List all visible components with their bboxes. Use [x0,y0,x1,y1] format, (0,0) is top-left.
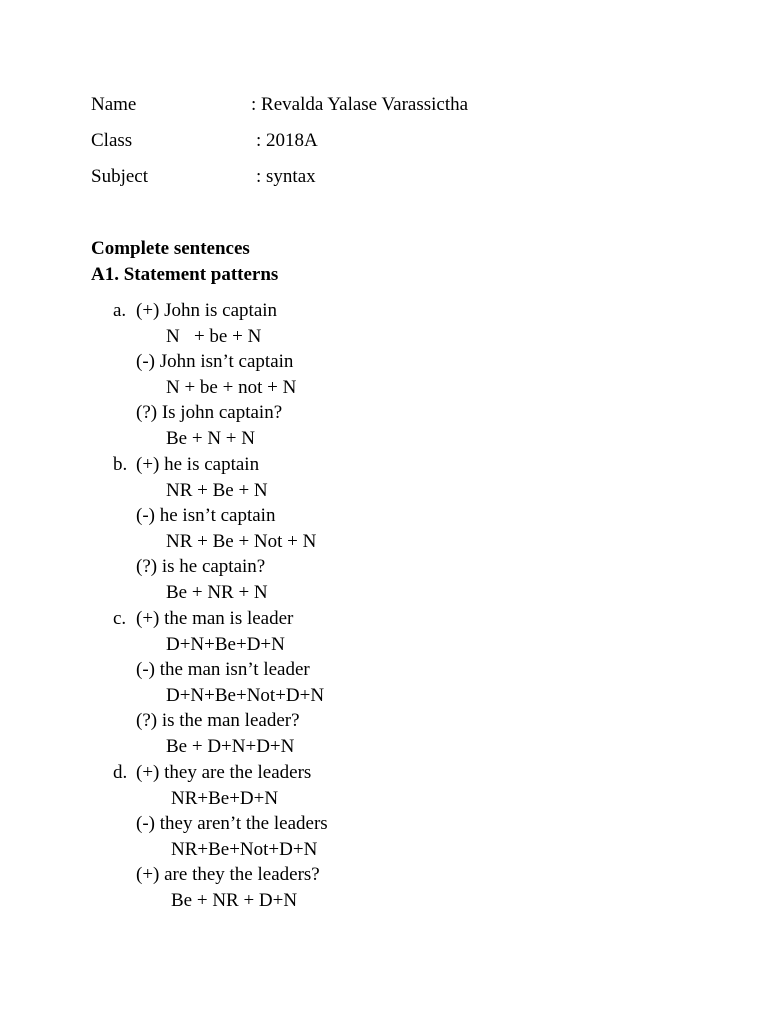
item-marker-c: c. [113,608,127,629]
item-c-question: (?) is the man leader? [136,710,300,731]
item-d-negative-pattern: NR+Be+Not+D+N [171,839,318,860]
name-label: Name [91,94,137,115]
item-c-positive-pattern: D+N+Be+D+N [166,634,285,655]
item-a-question: (?) Is john captain? [136,402,283,423]
item-b-positive-pattern: NR + Be + N [166,480,268,501]
subject-value: : syntax [256,166,316,187]
item-d-positive: (+) they are the leaders [136,762,312,783]
item-a-positive-pattern: N + be + N [166,326,262,347]
item-d-question: (+) are they the leaders? [136,864,320,885]
class-label: Class [91,130,133,151]
item-a-question-pattern: Be + N + N [166,428,255,449]
name-value: : Revalda Yalase Varassictha [251,94,469,115]
item-b-question: (?) is he captain? [136,556,266,577]
item-c-positive: (+) the man is leader [136,608,294,629]
item-c-negative: (-) the man isn’t leader [136,659,310,680]
item-a-negative: (-) John isn’t captain [136,351,294,372]
item-marker-a: a. [113,300,127,321]
section-title: A1. Statement patterns [91,264,279,285]
item-b-negative-pattern: NR + Be + Not + N [166,531,317,552]
page-title: Complete sentences [91,238,250,259]
class-value: : 2018A [256,130,318,151]
item-c-negative-pattern: D+N+Be+Not+D+N [166,685,325,706]
item-b-positive: (+) he is captain [136,454,260,475]
subject-label: Subject [91,166,148,187]
item-b-question-pattern: Be + NR + N [166,582,268,603]
item-marker-b: b. [113,454,128,475]
item-b-negative: (-) he isn’t captain [136,505,276,526]
item-a-negative-pattern: N + be + not + N [166,377,297,398]
item-a-positive: (+) John is captain [136,300,278,321]
item-c-question-pattern: Be + D+N+D+N [166,736,295,757]
item-marker-d: d. [113,762,128,783]
item-d-negative: (-) they aren’t the leaders [136,813,328,834]
item-d-positive-pattern: NR+Be+D+N [171,788,279,809]
item-d-question-pattern: Be + NR + D+N [171,890,298,911]
